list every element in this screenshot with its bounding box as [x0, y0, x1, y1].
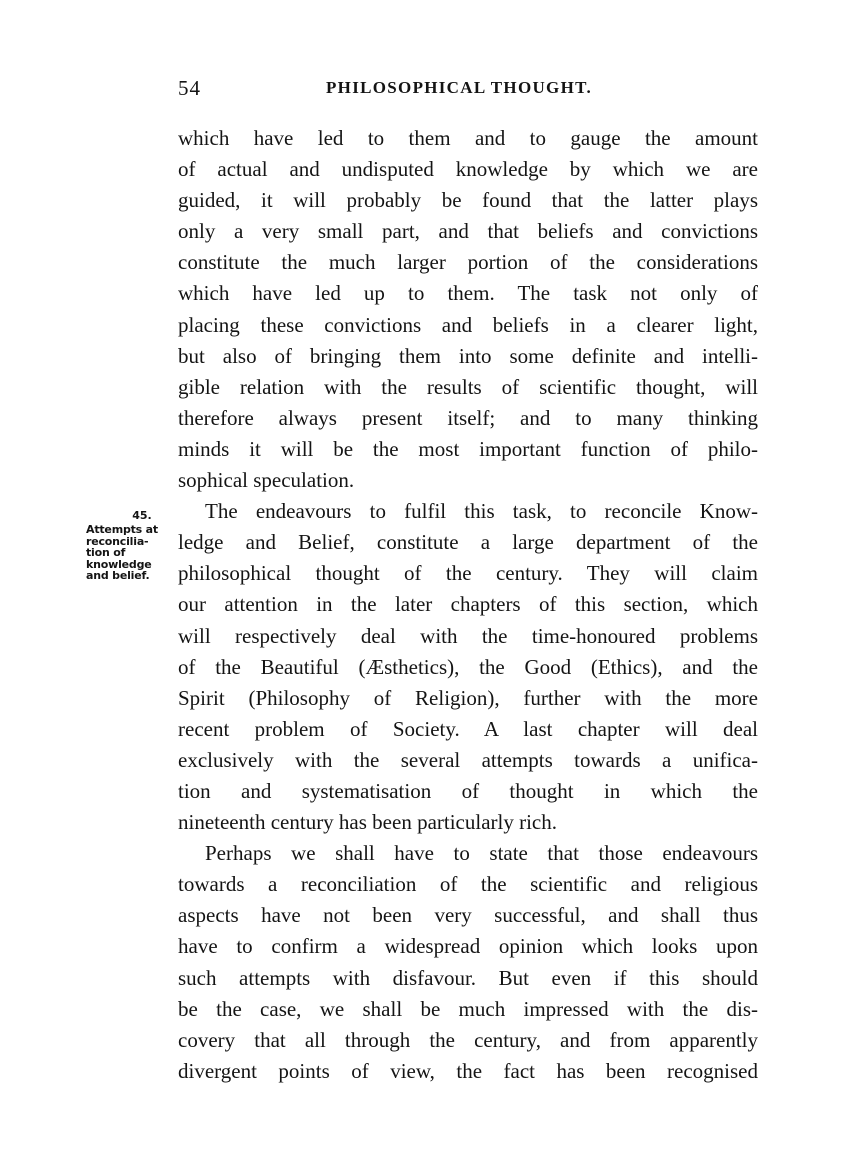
body-text — [178, 123, 758, 1087]
text-line: Perhaps we shall have to state that those endeavours — [205, 841, 758, 866]
text-line: such attempts with disfavour. But even if this should — [178, 965, 758, 990]
text-line: of actual and undisputed knowledge by which we are — [178, 157, 758, 182]
marginal-note-line: knowledge — [86, 557, 152, 571]
text-line: of the Beautiful (Æsthetics), the Good (Ethics), and the — [178, 654, 758, 679]
text-line: which have led to them and to gauge the amount — [178, 126, 758, 150]
text-line: philosophical thought of the century. They will claim — [178, 561, 758, 586]
marginal-note-line: Attempts at — [86, 523, 158, 536]
text-line: gible relation with the results of scientific thought, will — [178, 374, 758, 399]
text-line: our attention in the later chapters of this section, which — [178, 592, 758, 617]
marginal-note-line: tion of — [86, 546, 126, 559]
text-line: be the case, we shall be much impressed with the dis- — [178, 996, 758, 1021]
text-line: nineteenth century has been particularly rich. — [178, 810, 558, 835]
marginal-note-line: reconcilia- — [86, 534, 149, 548]
text-line: aspects have not been very successful, and shall thus — [178, 903, 758, 928]
text-line: placing these convictions and beliefs in a clearer light, — [178, 312, 758, 337]
text-line: guided, it will probably be found that the latter plays — [178, 188, 758, 213]
page-header — [178, 76, 758, 100]
text-line: only a very small part, and that beliefs and convictions — [178, 219, 758, 244]
text-line: constitute the much larger portion of the considerations — [178, 250, 758, 275]
text-line: sophical speculation. — [178, 468, 355, 493]
running-title: PHILOSOPHICAL THOUGHT. — [326, 78, 593, 97]
text-line: covery that all through the century, and from apparently — [178, 1027, 758, 1052]
text-line: but also of bringing them into some definite and intelli- — [178, 343, 758, 368]
text-line: recent problem of Society. A last chapter will deal — [178, 716, 758, 741]
text-line: tion and systematisation of thought in which the — [178, 778, 758, 803]
text-line: towards a reconciliation of the scientific and religious — [178, 872, 758, 897]
section-number: 45. — [132, 509, 152, 522]
text-line: divergent points of view, the fact has been recognised — [178, 1058, 758, 1083]
text-line: ledge and Belief, constitute a large department of the — [178, 530, 758, 555]
text-line: The endeavours to fulfil this task, to reconcile Know- — [205, 499, 758, 524]
text-line: which have led up to them. The task not only of — [178, 281, 758, 306]
text-line: have to confirm a widespread opinion which looks upon — [178, 934, 758, 959]
text-line: therefore always present itself; and to many thinking — [178, 405, 758, 430]
marginal-note — [86, 509, 172, 582]
page-number: 54 — [178, 76, 201, 100]
text-line: Spirit (Philosophy of Religion), further with the more — [178, 685, 758, 710]
text-line: will respectively deal with the time-honoured problems — [178, 623, 758, 648]
marginal-note-line: and belief. — [86, 569, 150, 582]
text-line: exclusively with the several attempts towards a unifica- — [178, 747, 758, 772]
text-line: minds it will be the most important function of philo- — [178, 436, 758, 461]
